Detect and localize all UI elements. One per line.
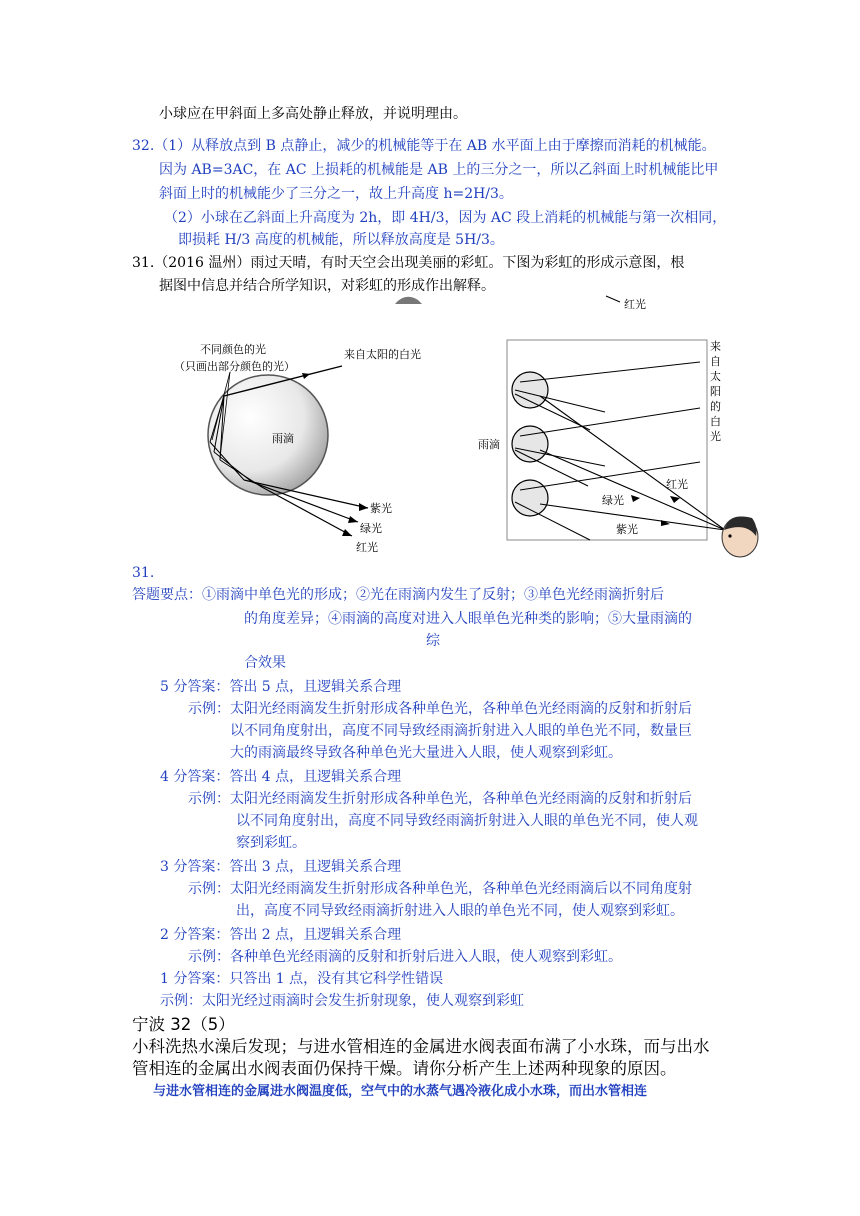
text-line: 即损耗 H/3 高度的机械能，所以释放高度是 5H/3。 xyxy=(178,232,504,248)
text-line: 示例：太阳光经雨滴发生折射形成各种单色光，各种单色光经雨滴的反射和折射后 xyxy=(188,791,692,807)
text-line: 据图中信息并结合所学知识，对彩虹的形成作出解释。 xyxy=(159,278,495,294)
text-line: 小球应在甲斜面上多高处静止释放，并说明理由。 xyxy=(159,106,467,122)
text-line: 答题要点：①雨滴中单色光的形成；②光在雨滴内发生了反射；③单色光经雨滴折射后 xyxy=(132,587,664,603)
text-line: 因为 AB=3AC，在 AC 上损耗的机械能是 AB 上的三分之一，所以乙斜面上时机械能比甲 xyxy=(159,162,719,178)
svg-text:自: 自 xyxy=(710,355,721,368)
label-red: 红光 xyxy=(356,541,378,554)
text-line: 2 分答案：答出 2 点，且逻辑关系合理 xyxy=(160,927,402,943)
label-sunlight-vertical xyxy=(710,339,721,443)
label-raindrop: 雨滴 xyxy=(478,438,500,451)
label-violet: 紫光 xyxy=(616,523,638,536)
text-line: 以不同角度射出，高度不同导致经雨滴折射进入人眼的单色光不同，使人观 xyxy=(236,813,698,829)
label-green: 绿光 xyxy=(602,494,624,507)
text-line: 32.（1）从释放点到 B 点静止，减少的机械能等于在 AB 水平面上由于摩擦而消耗的机械能。 xyxy=(132,138,716,154)
text-line: 的角度差异；④雨滴的高度对进入人眼单色光种类的影响；⑤大量雨滴的 xyxy=(244,611,692,627)
text-line: 4 分答案：答出 4 点，且逻辑关系合理 xyxy=(160,769,402,785)
text-line: 示例：太阳光经雨滴发生折射形成各种单色光，各种单色光经雨滴后以不同角度射 xyxy=(188,881,692,897)
section-heading: 宁波 32（5） xyxy=(132,1015,235,1034)
label-sunlight: 来自太阳的白光 xyxy=(344,348,421,361)
label-red-top: 红光 xyxy=(624,298,646,311)
text-line: 以不同角度射出，高度不同导致经雨滴折射进入人眼的单色光不同，数量巨 xyxy=(230,723,692,739)
raindrop-bottom xyxy=(512,480,548,516)
text-line: 管相连的金属出水阀表面仍保持干燥。请你分析产生上述两种现象的原因。 xyxy=(132,1059,677,1078)
text-line: 合效果 xyxy=(244,655,286,671)
text-line: 斜面上时的机械能少了三分之一，故上升高度 h=2H/3。 xyxy=(159,186,513,202)
label-colors-note: （只画出部分颜色的光） xyxy=(174,360,295,373)
text-line: 示例：太阳光经过雨滴时会发生折射现象，使人观察到彩虹 xyxy=(160,993,524,1009)
rainbow-formation-diagram xyxy=(390,290,760,580)
label-raindrop: 雨滴 xyxy=(272,432,294,445)
observer-head xyxy=(722,517,758,558)
svg-text:来: 来 xyxy=(710,340,721,353)
svg-text:光: 光 xyxy=(710,430,721,443)
raindrop-top xyxy=(512,372,548,408)
text-line: 与进水管相连的金属进水阀温度低，空气中的水蒸气遇冷液化成小水珠，而出水管相连 xyxy=(153,1084,648,1099)
text-line: 31.（2016 温州）雨过天晴，有时天空会出现美丽的彩虹。下图为彩虹的形成示意图，根 xyxy=(132,255,685,271)
text-line: 察到彩虹。 xyxy=(236,835,306,851)
label-violet: 紫光 xyxy=(370,502,392,515)
raindrop-middle xyxy=(512,426,548,462)
svg-text:的: 的 xyxy=(710,400,721,413)
text-line: 3 分答案：答出 3 点，且逻辑关系合理 xyxy=(160,859,402,875)
text-line: 综 xyxy=(426,633,440,649)
text-line: 31. xyxy=(132,565,155,581)
text-line: 5 分答案：答出 5 点，且逻辑关系合理 xyxy=(160,679,402,695)
text-line: 小科洗热水澡后发现；与进水管相连的金属进水阀表面布满了小水珠，而与出水 xyxy=(132,1037,710,1056)
svg-text:阳: 阳 xyxy=(710,385,721,398)
svg-text:太: 太 xyxy=(710,370,721,383)
text-line: （2）小球在乙斜面上升高度为 2h，即 4H/3，因为 AC 段上消耗的机械能与第一次相同， xyxy=(164,210,727,226)
svg-text:白: 白 xyxy=(710,415,721,428)
label-colors: 不同颜色的光 xyxy=(200,343,266,356)
text-line: 示例：太阳光经雨滴发生折射形成各种单色光，各种单色光经雨滴的反射和折射后 xyxy=(188,701,692,717)
raindrop-circle xyxy=(208,375,328,495)
cloud-mark xyxy=(395,297,422,304)
label-red: 红光 xyxy=(666,478,688,491)
text-line: 出，高度不同导致经雨滴折射进入人眼的单色光不同，使人观察到彩虹。 xyxy=(236,903,684,919)
text-line: 示例：各种单色光经雨滴的反射和折射后进入人眼，使人观察到彩虹。 xyxy=(188,949,622,965)
text-line: 大的雨滴最终导致各种单色光大量进入人眼，使人观察到彩虹。 xyxy=(230,745,622,761)
label-green: 绿光 xyxy=(360,522,382,535)
text-line: 1 分答案：只答出 1 点，没有其它科学性错误 xyxy=(160,971,444,987)
